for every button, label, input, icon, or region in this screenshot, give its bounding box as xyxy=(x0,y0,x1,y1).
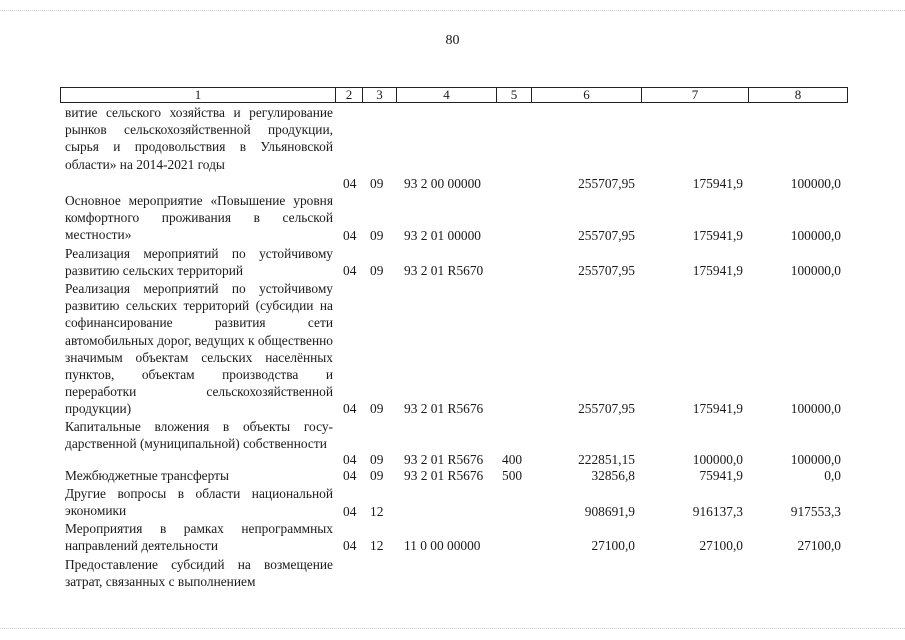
row-description: витие сельского хозяйства и регулирование рынков сельскохозяйственной продукции, сырья и продовольствия в Ульяновской области» на 2014-2021 годы xyxy=(65,105,333,172)
cell-amount-col8: 917553,3 xyxy=(790,504,841,519)
cell-amount-col8: 100000,0 xyxy=(790,263,841,278)
row-description: Мероприятия в рамках непрограммных направлений деятельности xyxy=(65,521,333,554)
row-description: Межбюджетные трансферты xyxy=(65,468,229,483)
cell-target-article: 11 0 00 00000 xyxy=(404,538,481,553)
row-description: Капитальные вложения в объекты государственной (муниципальной) собственности xyxy=(65,419,333,452)
cell-target-article: 93 2 01 R5676 xyxy=(404,468,484,483)
cell-amount-col8: 100000,0 xyxy=(790,452,841,467)
cell-amount-col7: 175941,9 xyxy=(692,228,743,243)
cell-subsection: 09 xyxy=(370,228,384,243)
cell-section: 04 xyxy=(343,401,357,416)
header-col-2: 2 xyxy=(336,88,363,102)
cell-section: 04 xyxy=(343,468,357,483)
header-col-4: 4 xyxy=(397,88,497,102)
cell-subsection: 12 xyxy=(370,504,384,519)
cell-amount-col7: 100000,0 xyxy=(692,452,743,467)
cell-amount-col6: 222851,15 xyxy=(578,452,635,467)
cell-amount-col7: 916137,3 xyxy=(692,504,743,519)
cell-subsection: 09 xyxy=(370,452,384,467)
cell-target-article: 93 2 01 R5676 xyxy=(404,401,484,416)
cell-amount-col6: 27100,0 xyxy=(591,538,635,553)
cell-subsection: 09 xyxy=(370,401,384,416)
cell-amount-col6: 255707,95 xyxy=(578,401,635,416)
cell-amount-col6: 908691,9 xyxy=(584,504,635,519)
row-description: Реализация мероприятий по устойчивому развитию сельских территорий (субсидии на софинансирование развития сети автомобильных дорог, ведущих к общественно значимым объектам сельских населённых пунктов, объектам производства и переработки сельскохозяйственной продукции) xyxy=(65,281,333,417)
cell-section: 04 xyxy=(343,263,357,278)
cell-target-article: 93 2 00 00000 xyxy=(404,176,481,191)
cell-section: 04 xyxy=(343,452,357,467)
row-description: Предоставление субсидий на возмещение затрат, связанных с выполнением xyxy=(65,557,333,590)
cell-expense-type: 500 xyxy=(502,468,523,483)
cell-amount-col8: 100000,0 xyxy=(790,228,841,243)
cell-subsection: 09 xyxy=(370,468,384,483)
cell-amount-col6: 255707,95 xyxy=(578,176,635,191)
page-number: 80 xyxy=(445,33,460,48)
cell-amount-col7: 175941,9 xyxy=(692,176,743,191)
cell-amount-col6: 32856,8 xyxy=(591,468,635,483)
row-description: Основное мероприятие «Повышение уровня комфортного проживания в сельской местности» xyxy=(65,193,333,243)
cell-section: 04 xyxy=(343,504,357,519)
cell-amount-col6: 255707,95 xyxy=(578,228,635,243)
header-col-7: 7 xyxy=(642,88,749,102)
cell-target-article: 93 2 01 R5670 xyxy=(404,263,484,278)
cell-amount-col8: 27100,0 xyxy=(797,538,841,553)
header-col-3: 3 xyxy=(363,88,397,102)
row-description: Другие вопросы в области национальной экономики xyxy=(65,486,333,519)
cell-amount-col7: 75941,9 xyxy=(699,468,743,483)
cell-section: 04 xyxy=(343,538,357,553)
cell-amount-col8: 0,0 xyxy=(824,468,841,483)
table-header xyxy=(60,87,848,103)
cell-expense-type: 400 xyxy=(502,452,523,467)
header-col-1: 1 xyxy=(61,88,336,102)
scan-artifact-bottom xyxy=(0,628,905,630)
cell-target-article: 93 2 01 R5676 xyxy=(404,452,484,467)
cell-target-article: 93 2 01 00000 xyxy=(404,228,481,243)
cell-subsection: 09 xyxy=(370,263,384,278)
cell-amount-col7: 175941,9 xyxy=(692,263,743,278)
cell-amount-col8: 100000,0 xyxy=(790,401,841,416)
header-col-8: 8 xyxy=(794,87,802,102)
scan-artifact-top xyxy=(0,10,905,12)
cell-amount-col6: 255707,95 xyxy=(578,263,635,278)
cell-amount-col7: 175941,9 xyxy=(692,401,743,416)
header-col-5: 5 xyxy=(497,88,532,102)
cell-subsection: 12 xyxy=(370,538,384,553)
cell-section: 04 xyxy=(343,176,357,191)
cell-section: 04 xyxy=(343,228,357,243)
row-description: Реализация мероприятий по устойчивому развитию сельских территорий xyxy=(65,246,333,279)
cell-amount-col7: 27100,0 xyxy=(699,538,743,553)
header-col-6: 6 xyxy=(532,88,642,102)
cell-subsection: 09 xyxy=(370,176,384,191)
cell-amount-col8: 100000,0 xyxy=(790,176,841,191)
